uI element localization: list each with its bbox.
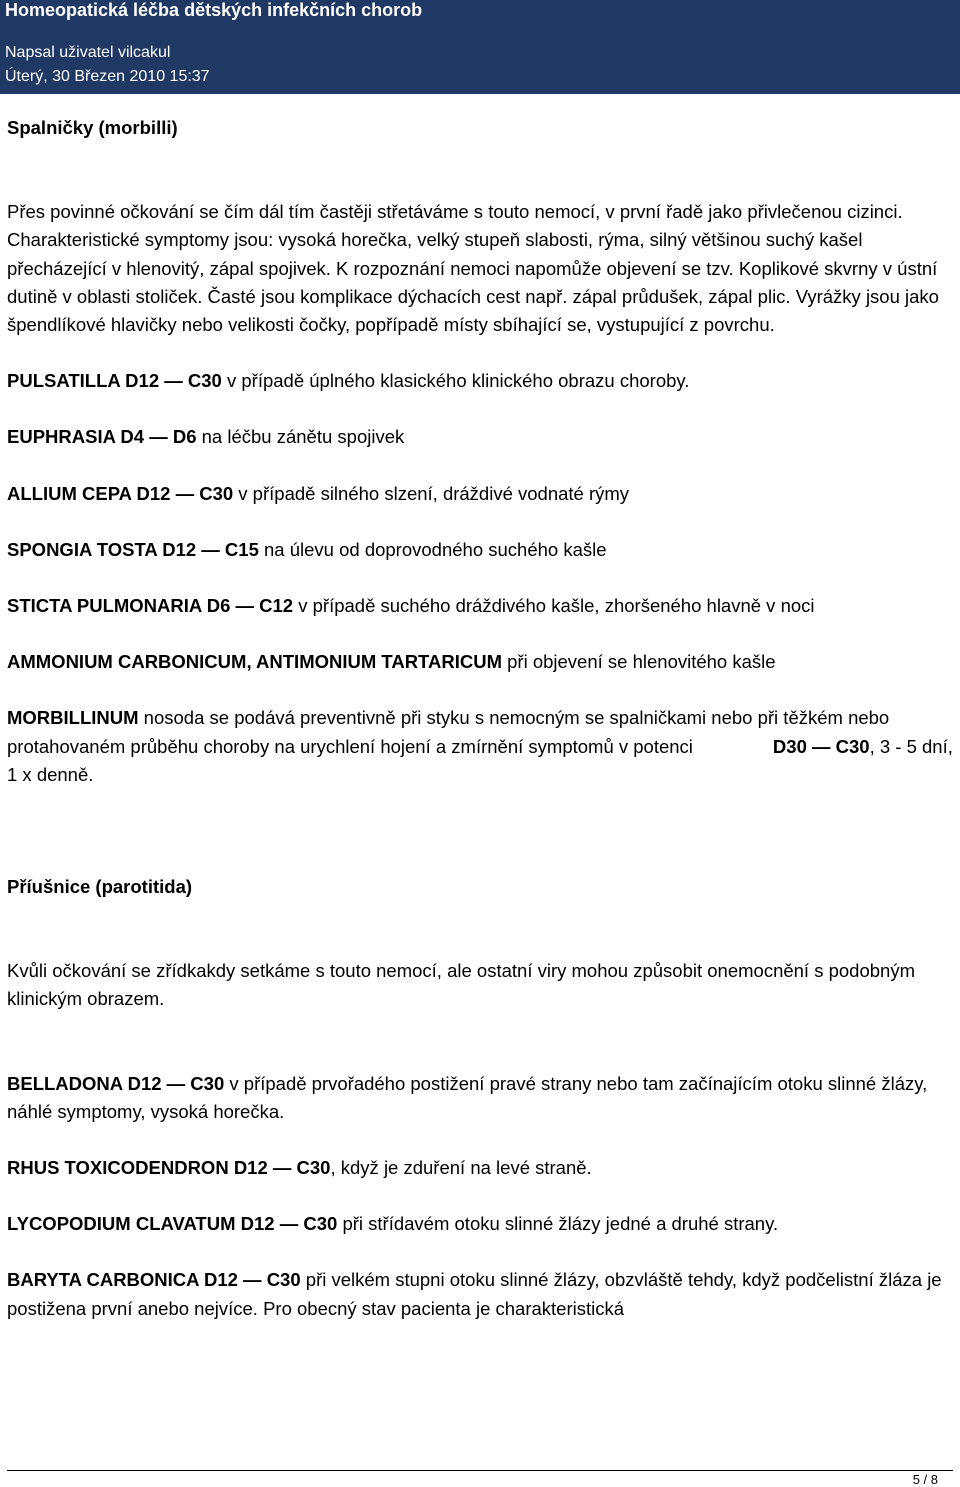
remedy-text: při velkém stupni otoku slinné žlázy, obzvláště tehdy, když podčelistní žláza je postižena první anebo nejvíce. Pro obecný stav pacienta je charakteristická bbox=[7, 1269, 942, 1319]
document-header bbox=[0, 0, 960, 94]
article-author: Napsal uživatel vilcakul bbox=[5, 44, 171, 61]
remedy-dose: D30 — C30 bbox=[772, 735, 870, 757]
remedy-name: LYCOPODIUM CLAVATUM D12 — C30 bbox=[7, 1213, 338, 1235]
mumps-intro-paragraph: Kvůli očkování se zřídkakdy setkáme s touto nemocí, ale ostatní viry mohou způsobit onemocnění s podobným klinickým obrazem. bbox=[7, 960, 915, 1010]
remedy-name: PULSATILLA D12 — C30 bbox=[7, 370, 222, 392]
remedy-paragraph bbox=[7, 1266, 953, 1322]
remedy-name: AMMONIUM CARBONICUM, ANTIMONIUM TARTARICUM bbox=[7, 651, 502, 673]
remedy-paragraph bbox=[7, 648, 953, 676]
remedy-paragraph bbox=[7, 480, 953, 508]
remedy-name: STICTA PULMONARIA D6 — C12 bbox=[7, 595, 294, 617]
remedy-paragraph bbox=[7, 592, 953, 620]
remedy-text: nosoda se podává preventivně při styku s nemocným se spalničkami nebo při těžkém nebo protahovaném průběhu choroby na urychlení hojení a zmírnění symptomů v potenci bbox=[7, 707, 890, 757]
footer-divider bbox=[7, 1470, 953, 1471]
page-number: 5 / 8 bbox=[912, 1472, 938, 1487]
remedy-paragraph bbox=[7, 367, 953, 395]
remedy-text: v případě silného slzení, dráždivé vodnaté rýmy bbox=[233, 482, 630, 504]
remedy-text: při objevení se hlenovitého kašle bbox=[501, 651, 776, 673]
remedy-text: , když je zduření na levé straně. bbox=[330, 1157, 592, 1179]
remedy-paragraph bbox=[7, 1210, 953, 1238]
section-heading-measles: Spalničky (morbilli) bbox=[7, 117, 178, 138]
remedy-paragraph-morbillinum bbox=[7, 704, 953, 789]
section-heading-mumps: Příušnice (parotitida) bbox=[7, 876, 193, 898]
measles-intro-paragraph: Přes povinné očkování se čím dál tím častěji střetáváme s touto nemocí, v první řadě jako přivlečenou cizinci. Charakteristické symptomy jsou: vysoká horečka, velký stupeň slabosti, rýma, silný většinou suchý kašel přecházející v hlenovitý, zápal spojivek. K rozpoznání nemoci napomůže objevení se tzv. Koplikové skvrny v ústní dutině v oblasti stoliček. Časté jsou komplikace dýchacích cest např. zápal průdušek, zápal plic. Vyrážky jsou jako špendlíkové hlavičky nebo velikosti čočky, popřípadě místy sbíhající se, vystupující z povrchu. bbox=[7, 201, 939, 336]
remedy-text: v případě prvořadého postižení pravé strany nebo tam začínajícím otoku slinné žlázy, náhlé symptomy, vysoká horečka. bbox=[7, 1072, 928, 1122]
remedy-paragraph bbox=[7, 1154, 953, 1182]
article-body bbox=[7, 114, 953, 1323]
remedy-paragraph bbox=[7, 536, 953, 564]
remedy-name: EUPHRASIA D4 — D6 bbox=[7, 426, 197, 448]
article-date: Úterý, 30 Březen 2010 15:37 bbox=[5, 68, 210, 85]
article-title: Homeopatická léčba dětských infekčních chorob bbox=[5, 0, 423, 20]
remedy-text: v případě suchého dráždivého kašle, zhoršeného hlavně v noci bbox=[293, 595, 815, 617]
remedy-text: v případě úplného klasického klinického obrazu choroby. bbox=[221, 370, 690, 392]
remedy-name: MORBILLINUM bbox=[7, 707, 139, 729]
remedy-text: na úlevu od doprovodného suchého kašle bbox=[258, 538, 607, 560]
remedy-name: RHUS TOXICODENDRON D12 — C30 bbox=[7, 1157, 331, 1179]
remedy-paragraph bbox=[7, 1070, 953, 1126]
remedy-name: BELLADONA D12 — C30 bbox=[7, 1072, 225, 1094]
remedy-text: na léčbu zánětu spojivek bbox=[196, 426, 405, 448]
remedy-name: SPONGIA TOSTA D12 — C15 bbox=[7, 538, 259, 560]
remedy-dose-text: , 3 - 5 dní, 1 x denně. bbox=[7, 735, 953, 785]
remedy-name: ALLIUM CEPA D12 — C30 bbox=[7, 482, 234, 504]
remedy-name: BARYTA CARBONICA D12 — C30 bbox=[7, 1269, 301, 1291]
remedy-paragraph bbox=[7, 423, 953, 451]
remedy-text: při střídavém otoku slinné žlázy jedné a druhé strany. bbox=[337, 1213, 779, 1235]
